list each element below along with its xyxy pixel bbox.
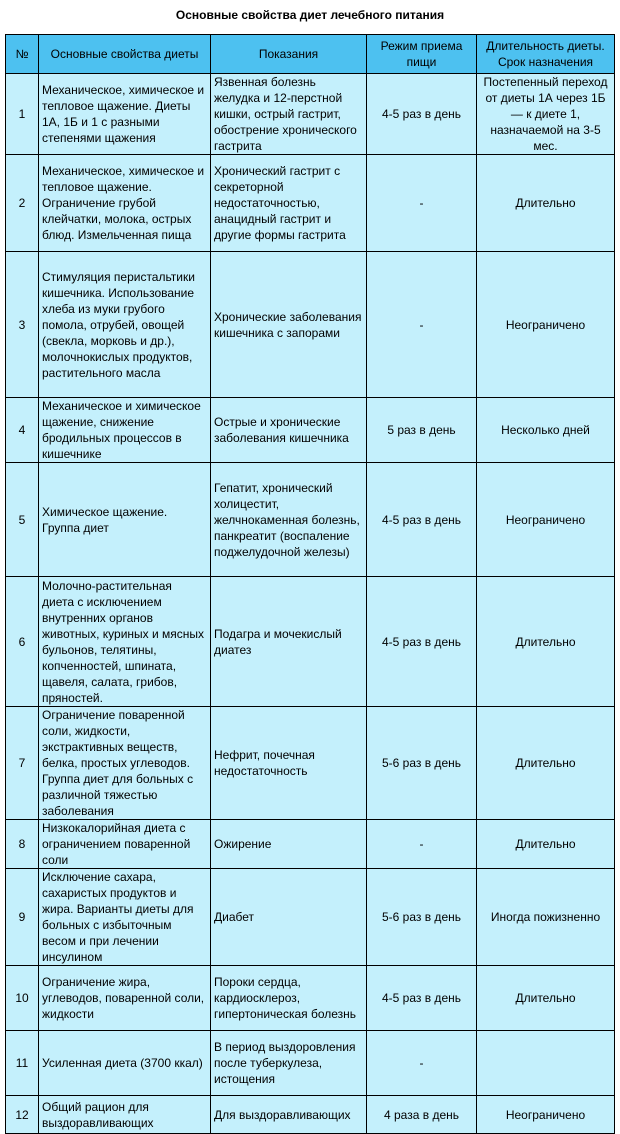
table-row [6, 966, 615, 1031]
row-properties: Общий рацион для выздоравливающих [39, 1096, 211, 1134]
row-properties: Усиленная диета (3700 ккал) [39, 1031, 211, 1096]
row-indications: Подагра и мочекислый диатез [211, 577, 367, 707]
row-indications: Нефрит, почечная недостаточность [211, 707, 367, 820]
page-title: Основные свойства диет лечебного питания [175, 8, 445, 22]
row-properties: Ограничение поваренной соли, жидкости, экстрактивных веществ, белка, простых углеводов. Группа диет для больных с различной тяжестью заболевания [39, 707, 211, 820]
row-properties: Исключение сахара, сахаристых продуктов и жира. Варианты диеты для больных с избыточным весом и при лечении инсулином [39, 869, 211, 966]
row-regime: 4 раза в день [367, 1096, 477, 1134]
row-properties: Механическое, химическое и тепловое щажение. Диеты 1А, 1Б и 1 с разными степенями щажения [39, 74, 211, 155]
row-indications: Гепатит, хронический холицестит, желчнокаменная болезнь, панкреатит (воспаление поджелудочной железы) [211, 463, 367, 577]
row-properties: Механическое и химическое щажение, снижение бродильных процессов в кишечнике [39, 398, 211, 463]
row-num: 8 [6, 820, 39, 869]
row-indications: Для выздоравливающих [211, 1096, 367, 1134]
row-num: 4 [6, 398, 39, 463]
header-regime: Режим приема пищи [367, 35, 477, 74]
row-regime: 4-5 раз в день [367, 966, 477, 1031]
row-duration: Неограничено [477, 463, 615, 577]
row-indications: Хронический гастрит с секреторной недостаточностью, анацидный гастрит и другие формы гастрита [211, 155, 367, 252]
row-indications: Острые и хронические заболевания кишечника [211, 398, 367, 463]
row-indications: Диабет [211, 869, 367, 966]
row-duration: Неограничено [477, 252, 615, 398]
row-regime: 4-5 раз в день [367, 463, 477, 577]
row-duration: Длительно [477, 707, 615, 820]
row-duration [477, 1031, 615, 1096]
row-num: 2 [6, 155, 39, 252]
table-row [6, 74, 615, 155]
row-properties: Низкокалорийная диета с ограничением поваренной соли [39, 820, 211, 869]
diet-table [5, 34, 615, 1134]
row-num: 9 [6, 869, 39, 966]
table-row [6, 869, 615, 966]
row-duration: Длительно [477, 577, 615, 707]
row-properties: Ограничение жира, углеводов, поваренной соли, жидкости [39, 966, 211, 1031]
row-duration: Несколько дней [477, 398, 615, 463]
row-duration: Длительно [477, 966, 615, 1031]
row-regime: 5-6 раз в день [367, 869, 477, 966]
row-num: 7 [6, 707, 39, 820]
row-num: 1 [6, 74, 39, 155]
row-num: 11 [6, 1031, 39, 1096]
table-row [6, 820, 615, 869]
header-duration: Длительность диеты. Срок назначения [477, 35, 615, 74]
row-num: 5 [6, 463, 39, 577]
row-duration: Иногда пожизненно [477, 869, 615, 966]
row-regime: - [367, 252, 477, 398]
row-regime: - [367, 155, 477, 252]
table-row [6, 707, 615, 820]
row-duration: Постепенный переход от диеты 1А через 1Б — к диете 1, назначаемой на 3-5 мес. [477, 74, 615, 155]
header-num: № [6, 35, 39, 74]
row-num: 10 [6, 966, 39, 1031]
table-row [6, 398, 615, 463]
row-indications: В период выздоровления после туберкулеза, истощения [211, 1031, 367, 1096]
row-properties: Молочно-растительная диета с исключением внутренних органов животных, куриных и мясных бульонов, телятины, копченностей, шпината, щавеля, салата, грибов, пряностей. [39, 577, 211, 707]
row-regime: 5-6 раз в день [367, 707, 477, 820]
row-properties: Химическое щажение. Группа диет [39, 463, 211, 577]
row-duration: Длительно [477, 820, 615, 869]
table-row [6, 155, 615, 252]
row-num: 3 [6, 252, 39, 398]
row-indications: Ожирение [211, 820, 367, 869]
row-regime: - [367, 820, 477, 869]
header-row [6, 35, 615, 74]
row-duration: Неограничено [477, 1096, 615, 1134]
row-regime: 4-5 раз в день [367, 74, 477, 155]
row-indications: Пороки сердца, кардиосклероз, гипертоническая болезнь [211, 966, 367, 1031]
header-indications: Показания [211, 35, 367, 74]
header-properties: Основные свойства диеты [39, 35, 211, 74]
table-row [6, 252, 615, 398]
row-duration: Длительно [477, 155, 615, 252]
row-num: 12 [6, 1096, 39, 1134]
row-properties: Стимуляция перистальтики кишечника. Использование хлеба из муки грубого помола, отрубей, овощей (свекла, морковь и др.), молочнокислых продуктов, растительного масла [39, 252, 211, 398]
row-indications: Хронические заболевания кишечника с запорами [211, 252, 367, 398]
row-num: 6 [6, 577, 39, 707]
table-row [6, 463, 615, 577]
table-row [6, 1031, 615, 1096]
row-regime: 5 раз в день [367, 398, 477, 463]
row-properties: Механическое, химическое и тепловое щажение. Ограничение грубой клейчатки, молока, острых блюд. Измельченная пища [39, 155, 211, 252]
row-regime: - [367, 1031, 477, 1096]
table-row [6, 577, 615, 707]
row-regime: 4-5 раз в день [367, 577, 477, 707]
row-indications: Язвенная болезнь желудка и 12-перстной кишки, острый гастрит, обострение хронического гастрита [211, 74, 367, 155]
table-row [6, 1096, 615, 1134]
